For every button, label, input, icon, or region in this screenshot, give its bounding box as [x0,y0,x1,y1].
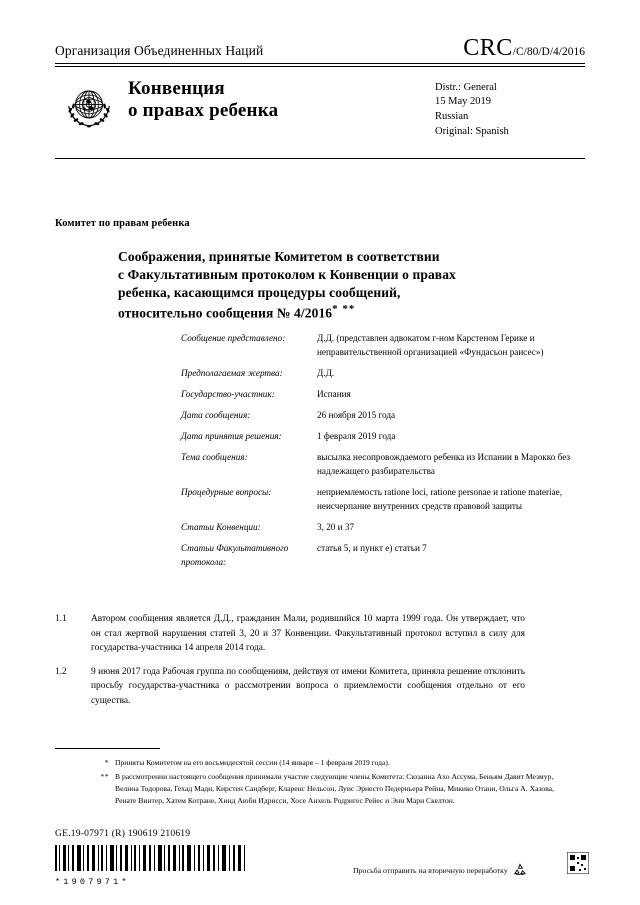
meta-value: Испания [317,388,351,399]
masthead-rule-bottom [55,158,585,159]
table-row [181,486,581,514]
body-paragraphs [55,612,525,717]
recycle-text: Просьба отправить на вторичную переработку [353,865,508,875]
table-row [181,409,581,423]
symbol-crc: CRC [463,35,513,61]
meta-label: Сообщение представлено: [181,333,286,343]
symbol-suffix: /C/80/D/4/2016 [512,46,585,58]
meta-value: 1 февраля 2019 года [317,430,396,441]
paragraph-number: 1.2 [55,666,67,677]
paragraph-text: Автором сообщения является Д.Д., гражданин Мали, родившийся 10 марта 1999 года. Он утверждает, что он стал жертвой нарушения статей 3, 20 и 37 Конвенции. Факультативный протокол вступил в силу для государства-участника 14 апреля 2014 года. [91,614,525,654]
meta-value: Д.Д. (представлен адвокатом г-ном Карстеном Герике и неправительственной организацией «Фундасьон раисес») [317,333,544,357]
un-emblem-icon [63,80,115,132]
title-footnote-marks: * ** [332,303,356,316]
distribution-original: Original: Spanish [435,126,509,138]
footnote-text: В рассмотрении настоящего сообщения принимали участие следующие члены Комитета: Сюзанна Ахо Ассума, Беньям Давит Мезмур, Велина Тодорова, Гехад Мади, Кирстен Сандберг, Кларенс Нельсон, Луис Эрнесто Педерньера Рейна, Микико Отани, Ольга А. Хазова, Ренате Винтер, Хатем Котране, Хинд Аюби Идрисси, Хосе Анхель Родригес Рейес и Энн Мари Скелтон. [115,771,554,805]
table-row [181,367,581,381]
distribution-language: Russian [435,111,469,123]
recycle-note [353,862,528,878]
paragraph-number: 1.1 [55,614,67,624]
meta-value: Д.Д. [317,367,335,378]
footnote-text: Приняты Комитетом на его восьмидесятой сессии (14 января – 1 февраля 2019 года). [115,758,390,767]
convention-title-line2: о правах ребенка [128,99,279,121]
masthead [55,36,585,159]
qr-code [567,852,589,879]
meta-value: 3, 20 и 37 [317,521,355,532]
footnote-mark: * [104,758,109,767]
page-title-line2: с Факультативным протоколом к Конвенции о правах [118,267,456,283]
table-row [181,388,581,402]
page-title-line4-wrap [118,302,558,323]
footnotes [95,757,565,808]
paragraph [55,665,525,709]
masthead-rule-top [55,63,585,64]
paragraph-text: 9 июня 2017 года Рабочая группа по сообщениям, действуя от имени Комитета, приняла решение отклонить просьбу государства-участника о рассмотрении вопроса о приемлемости сообщения отдельно от его существа. [91,666,525,706]
document-code: GE.19-07971 (R) 190619 210619 [55,828,191,839]
convention-title [128,78,435,122]
recycle-icon [512,862,528,878]
meta-label: Государство-участник: [181,388,275,399]
meta-label: Статьи Конвенции: [181,521,261,532]
page-title-line4: относительно сообщения № 4/2016 [118,305,333,321]
committee-name: Комитет по правам ребенка [55,218,190,229]
convention-title-line1: Конвенция [128,77,225,99]
barcode-icon [55,845,267,871]
distribution-type: Distr.: General [435,81,497,93]
organization-name: Организация Объединенных Наций [55,43,264,58]
meta-label: Процедурные вопросы: [181,486,272,497]
page-title [118,248,558,323]
footnote [95,771,565,807]
page-title-line3: ребенка, касающимся процедуры сообщений, [118,285,401,301]
title-row [55,78,585,141]
meta-label: Дата сообщения: [181,409,251,420]
masthead-rule-top-thin [55,66,585,67]
meta-label: Дата принятия решения: [181,430,282,441]
barcode-digits: *1907971* [55,877,130,887]
meta-value: 26 ноября 2015 года [317,409,396,420]
meta-value: статья 5, и пункт е) статьи 7 [317,542,427,553]
footnote-separator [55,748,160,749]
table-row [181,451,581,479]
table-row [181,430,581,444]
table-row [181,521,581,535]
meta-value: высылка несопровождаемого ребенка из Испании в Марокко без надлежащего разбирательства [317,451,571,476]
table-row [181,332,581,360]
distribution-block [435,81,585,141]
page-title-line1: Соображения, принятые Комитетом в соответствии [118,249,440,264]
footnote [95,757,565,769]
meta-label: Тема сообщения: [181,451,248,462]
case-metadata-table [181,332,581,577]
page-content [55,0,585,905]
footnote-mark: ** [100,771,109,781]
meta-label: Предполагаемая жертва: [181,367,283,378]
meta-value: неприемлемость ratione loci, ratione personae и ratione materiae, неисчерпание внутренних средств правовой защиты [317,486,563,511]
meta-label: Статьи Факультативного протокола: [181,542,289,567]
distribution-date: 15 May 2019 [435,96,491,108]
table-row [181,542,581,570]
document-symbol [463,36,585,60]
qr-code-icon [567,852,589,874]
barcode [55,845,267,887]
organization-row [55,36,585,60]
paragraph [55,612,525,656]
